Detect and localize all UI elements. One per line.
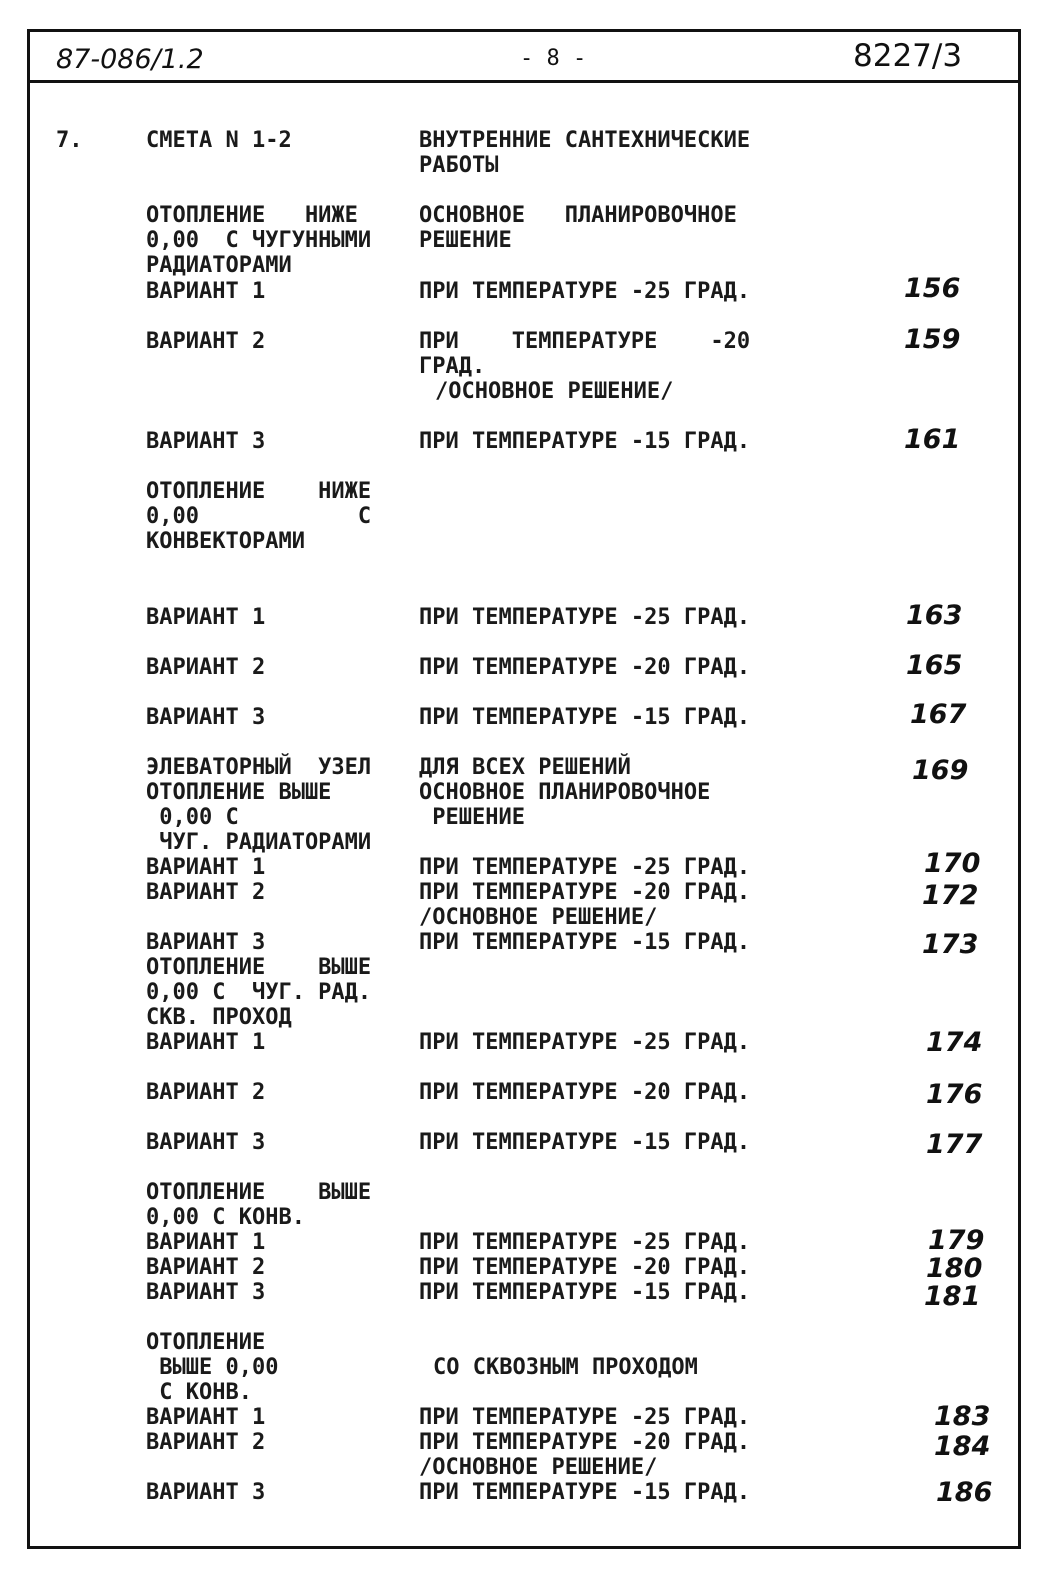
variant-note: /ОСНОВНОЕ РЕШЕНИЕ/ [419, 905, 658, 930]
variant-description: ПРИ ТЕМПЕРАТУРЕ -25 ГРАД. [419, 1230, 751, 1255]
variant-label: ВАРИАНТ 2 [146, 329, 266, 354]
variant-label: ВАРИАНТ 3 [146, 930, 266, 955]
text-line: ДЛЯ ВСЕХ РЕШЕНИЙ [419, 755, 631, 780]
variant-description: ПРИ ТЕМПЕРАТУРЕ -20 ГРАД. [419, 880, 751, 905]
text-line: ОСНОВНОЕ ПЛАНИРОВОЧНОЕ [419, 780, 711, 805]
text-line: 0,00 С ЧУГУННЫМИ [146, 228, 372, 253]
variant-label: ВАРИАНТ 2 [146, 1430, 266, 1455]
text-line: РЕШЕНИЕ [419, 228, 512, 253]
page-ref: 167 [910, 699, 967, 730]
variant-note: /ОСНОВНОЕ РЕШЕНИЕ/ [435, 379, 674, 404]
variant-description: ПРИ ТЕМПЕРАТУРЕ -15 ГРАД. [419, 1130, 751, 1155]
section-number: 7. [56, 128, 83, 153]
page-ref: 177 [926, 1129, 983, 1160]
page-ref: 161 [904, 424, 961, 455]
page-ref: 174 [926, 1027, 983, 1058]
text-line: ОТОПЛЕНИЕ ВЫШЕ [146, 780, 332, 805]
variant-description: ПРИ ТЕМПЕРАТУРЕ -15 ГРАД. [419, 1280, 751, 1305]
page-ref: 156 [904, 273, 961, 304]
sheet-id: 8227/3 [853, 38, 963, 74]
variant-label: ВАРИАНТ 1 [146, 1030, 266, 1055]
page-ref: 179 [928, 1225, 985, 1256]
page-ref: 176 [926, 1079, 983, 1110]
variant-label: ВАРИАНТ 2 [146, 655, 266, 680]
variant-description: ПРИ ТЕМПЕРАТУРЕ -25 ГРАД. [419, 279, 751, 304]
section-title-line-2: РАБОТЫ [419, 153, 499, 178]
page-ref: 165 [906, 650, 963, 681]
text-line: ВЫШЕ 0,00 [146, 1355, 279, 1380]
variant-description: ПРИ ТЕМПЕРАТУРЕ -20 ГРАД. [419, 1255, 751, 1280]
variant-label: ВАРИАНТ 1 [146, 279, 266, 304]
variant-description: ПРИ ТЕМПЕРАТУРЕ -15 ГРАД. [419, 705, 751, 730]
variant-label: ВАРИАНТ 3 [146, 1480, 266, 1505]
page-ref: 180 [926, 1253, 983, 1284]
document-code: 87-086/1.2 [56, 44, 204, 75]
page-ref: 184 [934, 1431, 991, 1462]
page-number: - 8 - [520, 46, 587, 71]
variant-description: ПРИ ТЕМПЕРАТУРЕ -25 ГРАД. [419, 605, 751, 630]
page-ref: 183 [934, 1401, 991, 1432]
page-ref: 172 [922, 880, 979, 911]
variant-label: ВАРИАНТ 1 [146, 1405, 266, 1430]
text-line: ОТОПЛЕНИЕ [146, 1330, 266, 1355]
text-line: ОТОПЛЕНИЕ НИЖЕ [146, 479, 372, 504]
page-ref: 163 [906, 600, 963, 631]
variant-label: ВАРИАНТ 2 [146, 1080, 266, 1105]
variant-description: ПРИ ТЕМПЕРАТУРЕ -15 ГРАД. [419, 1480, 751, 1505]
variant-description: ПРИ ТЕМПЕРАТУРЕ -25 ГРАД. [419, 1405, 751, 1430]
text-line: КОНВЕКТОРАМИ [146, 529, 305, 554]
variant-label: ВАРИАНТ 1 [146, 605, 266, 630]
page-ref: 181 [924, 1281, 981, 1312]
variant-description: ПРИ ТЕМПЕРАТУРЕ -20 ГРАД. [419, 1430, 751, 1455]
text-line: С КОНВ. [146, 1380, 252, 1405]
text-line: 0,00 С [146, 504, 372, 529]
variant-label: ВАРИАНТ 3 [146, 429, 266, 454]
text-line: РЕШЕНИЕ [419, 805, 525, 830]
variant-label: ВАРИАНТ 2 [146, 880, 266, 905]
variant-label: ВАРИАНТ 3 [146, 1130, 266, 1155]
variant-description: ГРАД. [419, 354, 486, 379]
text-line: ЧУГ. РАДИАТОРАМИ [146, 830, 372, 855]
text-line: СО СКВОЗНЫМ ПРОХОДОМ [433, 1355, 698, 1380]
text-line: ОТОПЛЕНИЕ ВЫШЕ [146, 955, 372, 980]
text-line: ОТОПЛЕНИЕ НИЖЕ [146, 203, 358, 228]
variant-label: ВАРИАНТ 2 [146, 1255, 266, 1280]
section-title-line-1: ВНУТРЕННИЕ САНТЕХНИЧЕСКИЕ [419, 128, 751, 153]
estimate-number: СМЕТА N 1-2 [146, 128, 292, 153]
variant-note: /ОСНОВНОЕ РЕШЕНИЕ/ [419, 1455, 658, 1480]
text-line: 0,00 С КОНВ. [146, 1205, 305, 1230]
page-ref: 170 [924, 848, 981, 879]
text-line: ОСНОВНОЕ ПЛАНИРОВОЧНОЕ [419, 203, 737, 228]
text-line: ЭЛЕВАТОРНЫЙ УЗЕЛ [146, 755, 372, 780]
text-line: 0,00 С [146, 805, 239, 830]
page-ref: 186 [936, 1477, 993, 1508]
variant-description: ПРИ ТЕМПЕРАТУРЕ -25 ГРАД. [419, 855, 751, 880]
variant-label: ВАРИАНТ 3 [146, 705, 266, 730]
variant-description: ПРИ ТЕМПЕРАТУРЕ -20 ГРАД. [419, 1080, 751, 1105]
text-line: СКВ. ПРОХОД [146, 1005, 292, 1030]
variant-description: ПРИ ТЕМПЕРАТУРЕ -20 ГРАД. [419, 655, 751, 680]
text-line: РАДИАТОРАМИ [146, 253, 292, 278]
text-line: 0,00 С ЧУГ. РАД. [146, 980, 372, 1005]
page-ref: 173 [922, 929, 979, 960]
text-line: ОТОПЛЕНИЕ ВЫШЕ [146, 1180, 372, 1205]
page-ref: 169 [912, 755, 969, 786]
variant-label: ВАРИАНТ 1 [146, 1230, 266, 1255]
variant-description: ПРИ ТЕМПЕРАТУРЕ -15 ГРАД. [419, 429, 751, 454]
header-divider [30, 80, 1018, 83]
variant-label: ВАРИАНТ 3 [146, 1280, 266, 1305]
variant-label: ВАРИАНТ 1 [146, 855, 266, 880]
variant-description: ПРИ ТЕМПЕРАТУРЕ -20 [419, 329, 751, 354]
variant-description: ПРИ ТЕМПЕРАТУРЕ -15 ГРАД. [419, 930, 751, 955]
variant-description: ПРИ ТЕМПЕРАТУРЕ -25 ГРАД. [419, 1030, 751, 1055]
page-ref: 159 [904, 324, 961, 355]
